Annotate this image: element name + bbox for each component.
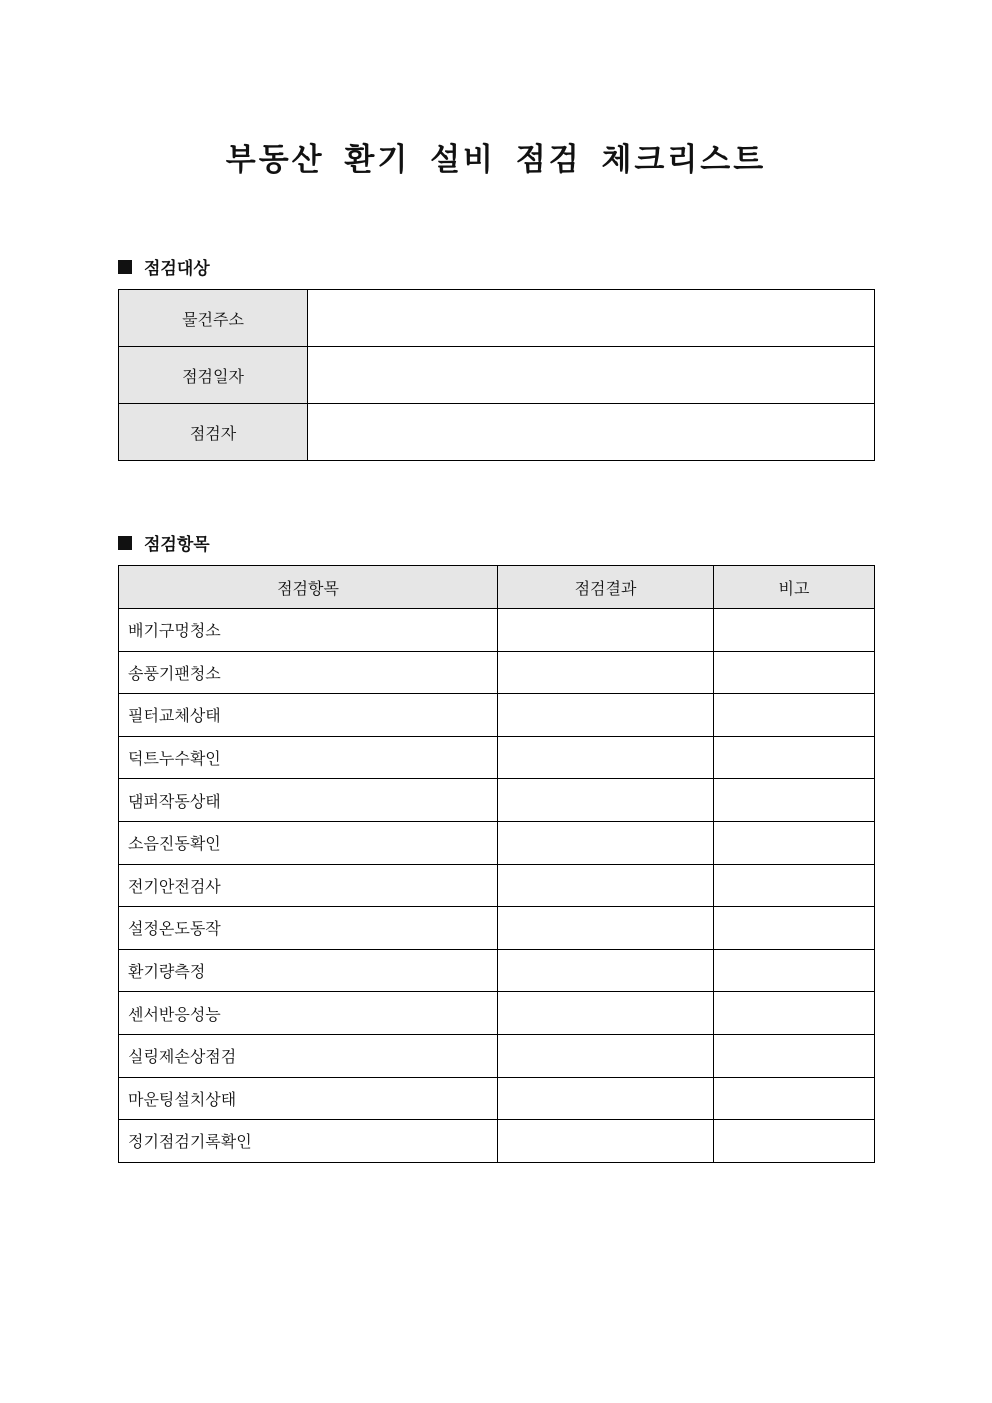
check-item-label: 덕트누수확인 (119, 736, 498, 779)
field-label: 점검일자 (119, 347, 308, 404)
target-info-table (118, 289, 875, 461)
note-cell[interactable] (714, 779, 875, 822)
check-result-cell[interactable] (498, 864, 714, 907)
table-row (119, 864, 875, 907)
check-result-cell[interactable] (498, 651, 714, 694)
check-result-cell[interactable] (498, 736, 714, 779)
section-heading-target (118, 254, 210, 279)
section-heading-label: 점검항목 (144, 535, 210, 555)
check-item-label: 전기안전검사 (119, 864, 498, 907)
note-cell[interactable] (714, 1120, 875, 1163)
field-value[interactable] (308, 404, 875, 461)
table-row (119, 821, 875, 864)
field-label: 물건주소 (119, 290, 308, 347)
note-cell[interactable] (714, 609, 875, 652)
note-cell[interactable] (714, 821, 875, 864)
square-bullet-icon (118, 536, 132, 550)
column-header-result: 점검결과 (498, 566, 714, 609)
table-row (119, 907, 875, 950)
square-bullet-icon (118, 260, 132, 274)
note-cell[interactable] (714, 694, 875, 737)
note-cell[interactable] (714, 992, 875, 1035)
table-row (119, 949, 875, 992)
table-row (119, 694, 875, 737)
table-row (119, 1077, 875, 1120)
check-item-label: 소음진동확인 (119, 821, 498, 864)
page-title: 부동산 환기 설비 점검 체크리스트 (225, 142, 767, 178)
note-cell[interactable] (714, 949, 875, 992)
table-row (119, 290, 875, 347)
check-item-label: 송풍기팬청소 (119, 651, 498, 694)
check-item-label: 환기량측정 (119, 949, 498, 992)
table-row (119, 992, 875, 1035)
check-item-label: 정기점검기록확인 (119, 1120, 498, 1163)
note-cell[interactable] (714, 1034, 875, 1077)
column-header-note: 비고 (714, 566, 875, 609)
check-item-label: 마운팅설치상태 (119, 1077, 498, 1120)
note-cell[interactable] (714, 907, 875, 950)
check-item-label: 실링제손상점검 (119, 1034, 498, 1077)
note-cell[interactable] (714, 736, 875, 779)
check-result-cell[interactable] (498, 992, 714, 1035)
note-cell[interactable] (714, 651, 875, 694)
note-cell[interactable] (714, 864, 875, 907)
check-result-cell[interactable] (498, 907, 714, 950)
check-item-label: 설정온도동작 (119, 907, 498, 950)
check-result-cell[interactable] (498, 1120, 714, 1163)
check-result-cell[interactable] (498, 609, 714, 652)
check-result-cell[interactable] (498, 1077, 714, 1120)
check-item-label: 배기구멍청소 (119, 609, 498, 652)
column-header-item: 점검항목 (119, 566, 498, 609)
table-row (119, 404, 875, 461)
table-row (119, 651, 875, 694)
table-row (119, 1034, 875, 1077)
table-header-row (119, 566, 875, 609)
table-row (119, 779, 875, 822)
field-value[interactable] (308, 290, 875, 347)
field-label: 점검자 (119, 404, 308, 461)
check-result-cell[interactable] (498, 779, 714, 822)
check-item-label: 필터교체상태 (119, 694, 498, 737)
table-row (119, 1120, 875, 1163)
table-row (119, 347, 875, 404)
field-value[interactable] (308, 347, 875, 404)
note-cell[interactable] (714, 1077, 875, 1120)
checklist-table (118, 565, 875, 1163)
check-item-label: 센서반응성능 (119, 992, 498, 1035)
check-result-cell[interactable] (498, 949, 714, 992)
table-row (119, 609, 875, 652)
check-item-label: 댐퍼작동상태 (119, 779, 498, 822)
section-heading-items (118, 530, 210, 555)
table-row (119, 736, 875, 779)
check-result-cell[interactable] (498, 694, 714, 737)
check-result-cell[interactable] (498, 1034, 714, 1077)
section-heading-label: 점검대상 (144, 259, 210, 279)
check-result-cell[interactable] (498, 821, 714, 864)
